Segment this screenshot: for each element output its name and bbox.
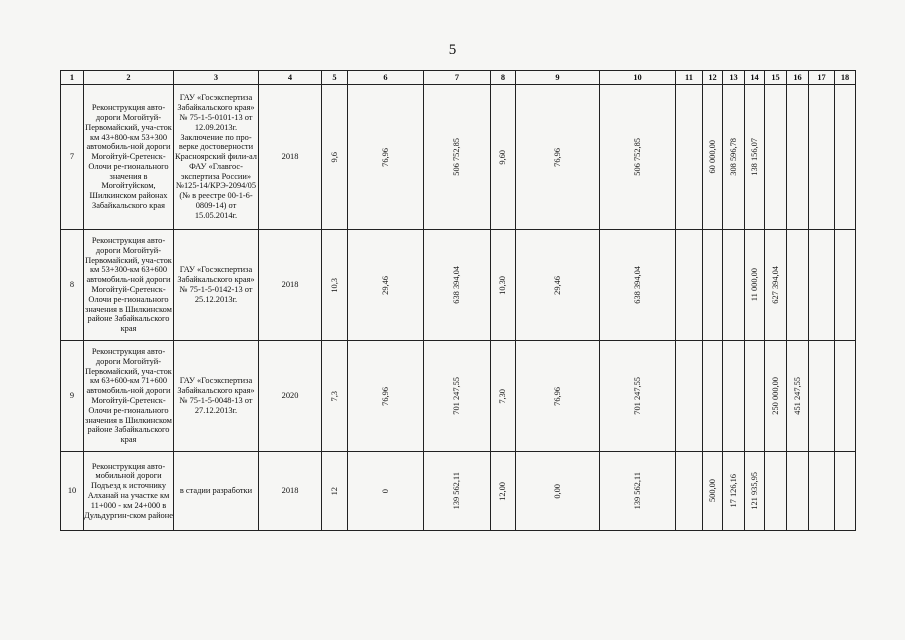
value-cell xyxy=(765,452,787,531)
value-cell xyxy=(516,452,600,531)
value-text: 451 247,55 xyxy=(792,377,802,415)
value-cell xyxy=(809,230,835,341)
value-text: 12 xyxy=(329,486,339,496)
value-cell xyxy=(723,85,745,230)
project-name: Реконструкция авто-дороги Могойтуй-Первомайский, уча-сток км 63+600-км 71+600 автомобиль-ной дороги Могойтуй-Сретенск-Олочи ре-гионального значения в Шилкинском районе Забайкальского края xyxy=(84,341,174,452)
value-text: 0,00 xyxy=(552,483,562,499)
value-cell xyxy=(787,452,809,531)
value-text: 76,96 xyxy=(552,147,562,167)
value-cell xyxy=(676,341,703,452)
value-text: 10,3 xyxy=(329,277,339,293)
value-cell xyxy=(765,85,787,230)
header-cell: 10 xyxy=(600,71,676,85)
value-text: 138 156,07 xyxy=(749,138,759,176)
value-text: 10,30 xyxy=(498,275,508,295)
year-cell: 2018 xyxy=(259,230,322,341)
value-cell xyxy=(491,230,516,341)
value-cell xyxy=(703,85,723,230)
value-cell xyxy=(424,341,491,452)
project-name: Реконструкция авто-дороги Могойтуй-Первомайский, уча-сток км 53+300-км 63+600 автомобиль-ной дороги Могойтуй-Сретенск-Олочи ре-гионального значения в Шилкинском районе Забайкальского края xyxy=(84,230,174,341)
value-cell xyxy=(723,341,745,452)
value-cell xyxy=(745,452,765,531)
header-cell: 9 xyxy=(516,71,600,85)
table-header-row xyxy=(61,71,856,85)
value-cell xyxy=(600,341,676,452)
row-number: 10 xyxy=(61,452,84,531)
value-cell xyxy=(809,452,835,531)
value-cell xyxy=(348,341,424,452)
header-cell: 7 xyxy=(424,71,491,85)
value-cell xyxy=(516,341,600,452)
value-cell xyxy=(765,230,787,341)
header-cell: 13 xyxy=(723,71,745,85)
value-cell xyxy=(676,230,703,341)
value-cell xyxy=(787,230,809,341)
value-text: 638 394,04 xyxy=(452,266,462,304)
header-cell: 5 xyxy=(322,71,348,85)
value-text: 701 247,55 xyxy=(632,377,642,415)
table-row xyxy=(61,85,856,230)
value-cell xyxy=(491,452,516,531)
year-cell: 2018 xyxy=(259,452,322,531)
value-cell xyxy=(322,85,348,230)
header-cell: 12 xyxy=(703,71,723,85)
row-number: 9 xyxy=(61,341,84,452)
value-text: 121 935,95 xyxy=(749,472,759,510)
year-cell: 2018 xyxy=(259,85,322,230)
value-text: 250 000,00 xyxy=(770,377,780,415)
value-cell xyxy=(703,452,723,531)
value-cell xyxy=(787,85,809,230)
value-text: 76,96 xyxy=(380,147,390,167)
row-number: 8 xyxy=(61,230,84,341)
header-cell: 17 xyxy=(809,71,835,85)
header-cell: 14 xyxy=(745,71,765,85)
value-cell xyxy=(745,341,765,452)
table-row xyxy=(61,452,856,531)
expertise-info: в стадии разработки xyxy=(174,452,259,531)
value-text: 76,96 xyxy=(552,386,562,406)
header-cell: 6 xyxy=(348,71,424,85)
value-cell xyxy=(348,85,424,230)
value-cell xyxy=(835,85,856,230)
value-text: 17 126,16 xyxy=(728,474,738,508)
value-cell xyxy=(491,341,516,452)
value-cell xyxy=(424,230,491,341)
header-cell: 11 xyxy=(676,71,703,85)
value-text: 139 562,11 xyxy=(632,472,642,510)
value-cell xyxy=(745,230,765,341)
header-cell: 16 xyxy=(787,71,809,85)
value-cell xyxy=(809,85,835,230)
header-cell: 2 xyxy=(84,71,174,85)
value-cell xyxy=(765,341,787,452)
value-text: 9,6 xyxy=(329,151,339,163)
value-text: 29,46 xyxy=(552,275,562,295)
value-cell xyxy=(348,230,424,341)
value-cell xyxy=(787,341,809,452)
value-text: 12,00 xyxy=(498,481,508,501)
projects-table xyxy=(60,70,856,531)
value-cell xyxy=(348,452,424,531)
value-cell xyxy=(745,85,765,230)
value-cell xyxy=(491,85,516,230)
value-cell xyxy=(322,230,348,341)
expertise-info: ГАУ «Госэкспертиза Забайкальского края» № 75-1-5-0101-13 от 12.09.2013г. Заключение по про-верке достоверности Красноярский фили-ал ФАУ «Главгос-экспертиза России» №125-14/КРЭ-2094/05 (№ в реестре 00-1-6-0809-14) от 15.05.2014г. xyxy=(174,85,259,230)
value-cell xyxy=(424,452,491,531)
value-cell xyxy=(600,230,676,341)
value-cell xyxy=(703,341,723,452)
value-text: 9,60 xyxy=(498,149,508,165)
value-text: 500,00 xyxy=(707,479,717,503)
value-text: 60 000,00 xyxy=(707,140,717,174)
value-cell xyxy=(676,452,703,531)
value-text: 7,3 xyxy=(329,390,339,402)
value-text: 638 394,04 xyxy=(632,266,642,304)
value-cell xyxy=(809,341,835,452)
value-cell xyxy=(703,230,723,341)
value-cell xyxy=(322,341,348,452)
project-name: Реконструкция авто-дороги Могойтуй-Первомайский, уча-сток км 43+800-км 53+300 автомобиль-ной дороги Могойтуй-Сретенск-Олочи ре-гионального значения в Могойтуйском, Шилкинском районах Забайкальского края xyxy=(84,85,174,230)
value-cell xyxy=(600,452,676,531)
table-row xyxy=(61,230,856,341)
value-cell xyxy=(424,85,491,230)
value-cell xyxy=(676,85,703,230)
project-name: Реконструкция авто-мобильной дороги Подъезд к источнику Алханай на участке км 11+000 - км 24+000 в Дульдургин-ском районе xyxy=(84,452,174,531)
value-text: 76,96 xyxy=(380,386,390,406)
value-text: 627 394,04 xyxy=(770,266,780,304)
value-text: 29,46 xyxy=(380,275,390,295)
value-cell xyxy=(835,230,856,341)
value-cell xyxy=(600,85,676,230)
header-cell: 18 xyxy=(835,71,856,85)
row-number: 7 xyxy=(61,85,84,230)
header-cell: 4 xyxy=(259,71,322,85)
value-cell xyxy=(835,341,856,452)
value-text: 0 xyxy=(380,488,390,494)
page-number: 5 xyxy=(448,42,457,58)
value-text: 506 752,85 xyxy=(632,138,642,176)
expertise-info: ГАУ «Госэкспертиза Забайкальского края» № 75-1-5-0142-13 от 25.12.2013г. xyxy=(174,230,259,341)
header-cell: 15 xyxy=(765,71,787,85)
value-text: 506 752,85 xyxy=(452,138,462,176)
value-text: 7,30 xyxy=(498,388,508,404)
value-cell xyxy=(835,452,856,531)
value-cell xyxy=(516,85,600,230)
value-text: 11 000,00 xyxy=(749,268,759,302)
header-cell: 3 xyxy=(174,71,259,85)
header-cell: 8 xyxy=(491,71,516,85)
value-cell xyxy=(723,230,745,341)
value-cell xyxy=(723,452,745,531)
value-cell xyxy=(322,452,348,531)
expertise-info: ГАУ «Госэкспертиза Забайкальского края» № 75-1-5-0048-13 от 27.12.2013г. xyxy=(174,341,259,452)
value-text: 308 596,78 xyxy=(728,138,738,176)
value-text: 701 247,55 xyxy=(452,377,462,415)
value-cell xyxy=(516,230,600,341)
value-text: 139 562,11 xyxy=(452,472,462,510)
table-row xyxy=(61,341,856,452)
header-cell: 1 xyxy=(61,71,84,85)
year-cell: 2020 xyxy=(259,341,322,452)
